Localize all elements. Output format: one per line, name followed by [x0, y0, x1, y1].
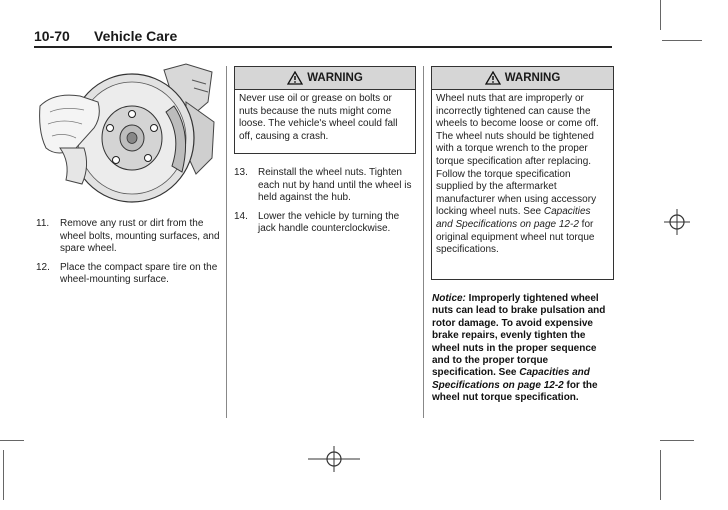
warning-box-wheel-nuts — [431, 66, 614, 280]
notice-paragraph — [432, 293, 612, 405]
warning-header — [235, 67, 415, 90]
warning-text-part: for original equipment wheel nut torque specifications. — [436, 218, 595, 256]
trim-mark — [662, 40, 702, 41]
warning-box-oil — [234, 66, 416, 154]
notice-text-part: Improperly tightened wheel nuts can lead to brake pulsation and rotor damage. To avoid expensive brake repairs, evenly tighten the wheel nuts in the proper sequence and to the proper torque specification. See — [432, 293, 606, 379]
trim-mark — [3, 450, 4, 500]
step-text: Remove any rust or dirt from the wheel bolts, mounting surfaces, and spare wheel. — [60, 218, 220, 254]
wheel-hub-cleaning-illustration — [36, 62, 218, 208]
trim-mark — [660, 440, 694, 441]
trim-mark — [660, 0, 661, 30]
middle-step-list — [234, 167, 416, 242]
notice-label: Notice: — [432, 293, 466, 304]
step-number: 12. — [36, 261, 50, 273]
warning-triangle-icon — [485, 71, 501, 85]
section-title: Vehicle Care — [94, 28, 178, 44]
registration-mark-icon — [308, 446, 360, 472]
warning-title: WARNING — [307, 72, 363, 84]
list-item — [36, 262, 220, 287]
step-number: 14. — [234, 210, 248, 222]
page-number: 10-70 — [34, 28, 70, 44]
warning-header — [432, 67, 613, 90]
warning-text — [432, 90, 613, 260]
step-text: Reinstall the wheel nuts. Tighten each nut by hand until the wheel is held against the hub. — [258, 167, 412, 203]
warning-triangle-icon — [287, 71, 303, 85]
warning-text: Never use oil or grease on bolts or nuts because the nuts might come loose. The vehicle's wheel could fall off, causing a crash. — [239, 93, 398, 142]
warning-text-part: Wheel nuts that are improperly or incorrectly tightened can cause the wheels to become loose or come off. The wheel nuts should be tightened with a torque wrench to the proper torque specification after replacing. Follow the torque specification supplied by the aftermarket manufacturer when using accessory locking wheel nuts. See — [436, 93, 599, 218]
step-text: Lower the vehicle by turning the jack handle counterclockwise. — [258, 210, 400, 234]
list-item — [36, 218, 220, 256]
warning-title: WARNING — [504, 72, 561, 84]
cross-reference-link[interactable]: Capacities and Specifications on page 12-2 — [436, 206, 591, 230]
step-number: 13. — [234, 167, 248, 178]
list-item — [234, 167, 416, 205]
column-divider-2 — [423, 66, 424, 418]
list-item — [234, 211, 416, 236]
left-step-list — [36, 218, 220, 293]
page-header — [34, 28, 612, 48]
registration-mark-icon — [664, 209, 690, 235]
trim-mark — [660, 450, 661, 500]
step-number: 11. — [36, 218, 50, 229]
trim-mark — [0, 440, 24, 441]
step-text: Place the compact spare tire on the wheel-mounting surface. — [60, 261, 218, 285]
column-divider-1 — [226, 66, 227, 418]
cross-reference-link[interactable]: Capacities and Specifications on page 12-2 — [432, 367, 590, 391]
notice-text-part: for the wheel nut torque specification. — [432, 379, 598, 404]
